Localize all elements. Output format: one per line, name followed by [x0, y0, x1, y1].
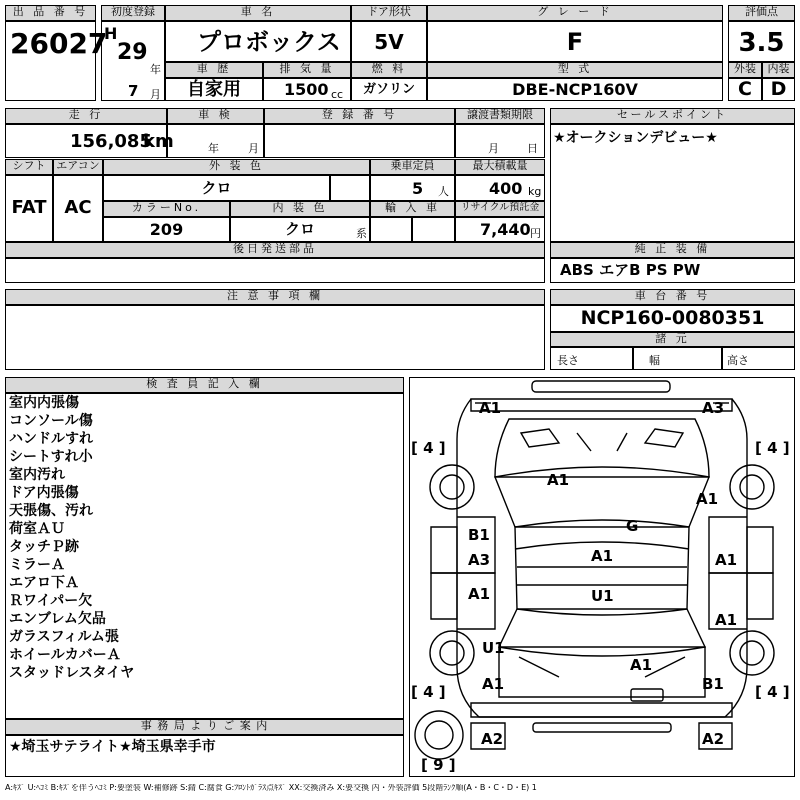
- sales-point-text: ★オークションデビュー★: [553, 130, 718, 146]
- fuel-label: 燃 料: [351, 62, 427, 78]
- damage-rear-center: A1: [630, 656, 653, 674]
- damage-roof-a1: A1: [591, 547, 614, 565]
- caution-box: [5, 305, 545, 370]
- history-value: 自家用: [187, 79, 241, 100]
- note-item: タッチＰ跡: [9, 539, 79, 555]
- tire-front-left: [ 4 ]: [411, 439, 446, 457]
- note-item: 室内内張傷: [9, 395, 79, 411]
- recycle-value: 7,440: [480, 220, 531, 239]
- ext-color-value: クロ: [201, 179, 232, 197]
- lot-label: 出 品 番 号: [5, 5, 96, 21]
- damage-left-door-f2: A3: [468, 551, 491, 569]
- tire-spare: [ 9 ]: [421, 756, 456, 774]
- aircon-value: AC: [64, 197, 92, 218]
- office-label: 事 務 局 よ り ご 案 内: [5, 719, 404, 735]
- equipment-label: 純 正 装 備: [550, 242, 795, 258]
- inspector-notes: [9, 394, 134, 682]
- damage-left-rear-a: A1: [482, 675, 505, 693]
- note-item: Ｒワイパー欠: [9, 593, 93, 609]
- int-color-value: クロ: [284, 220, 315, 238]
- color-no-label: カラーNo.: [103, 201, 230, 217]
- fuel-value: ガソリン: [362, 82, 415, 97]
- specs-width-box: [633, 347, 722, 370]
- later-parts-label: 後日発送部品: [5, 242, 545, 258]
- mileage-unit: km: [143, 131, 174, 152]
- specs-height: 高さ: [727, 354, 749, 367]
- first-reg-label: 初度登録: [101, 5, 165, 21]
- damage-front-right: A3: [702, 399, 725, 417]
- registration-label: 登 録 番 号: [264, 108, 455, 124]
- note-item: ガラスフィルム張: [9, 629, 119, 645]
- inspection-year-unit: 年: [208, 142, 219, 155]
- reg-year: 29: [117, 40, 148, 65]
- capacity-unit: 人: [438, 185, 449, 198]
- note-item: ハンドルすれ: [9, 431, 93, 447]
- specs-label: 諸 元: [550, 332, 795, 347]
- damage-rear-right: A2: [702, 730, 725, 748]
- shift-label: シフト: [5, 159, 53, 175]
- note-item: スタッドレスタイヤ: [9, 665, 135, 681]
- capacity-label: 乗車定員: [370, 159, 455, 175]
- transfer-day-unit: 日: [527, 142, 538, 155]
- note-item: 室内汚れ: [9, 467, 65, 483]
- aircon-label: エアコン: [53, 159, 103, 175]
- later-parts-box: [5, 258, 545, 283]
- ext-color-label: 外 装 色: [103, 159, 370, 175]
- color-no-value: 209: [149, 220, 184, 239]
- ext-score-label: 外装: [728, 62, 762, 78]
- era-letter: H: [104, 24, 118, 43]
- history-label: 車 歴: [165, 62, 263, 78]
- note-item: 荷室ＡＵ: [9, 521, 65, 537]
- car-name-label: 車 名: [165, 5, 351, 21]
- note-item: エンブレム欠品: [9, 611, 106, 627]
- recycle-unit: 円: [530, 227, 541, 240]
- shift-value: FAT: [11, 197, 47, 218]
- import-box-2: [412, 217, 455, 242]
- damage-roof-u1: U1: [591, 587, 614, 605]
- door-label: ドア形状: [351, 5, 427, 21]
- int-color-label: 内 装 色: [230, 201, 370, 217]
- damage-left-door-r: A1: [468, 585, 491, 603]
- import-box-1: [370, 217, 412, 242]
- int-score-label: 内装: [762, 62, 795, 78]
- capacity-value: 5: [412, 179, 424, 198]
- max-load-value: 400: [489, 179, 523, 198]
- mileage-value: 156,085: [70, 131, 152, 152]
- reg-year-unit: 年: [150, 63, 161, 76]
- caution-label: 注 意 事 項 欄: [5, 289, 545, 305]
- door-value: 5V: [374, 30, 404, 54]
- int-color-suffix: 系: [356, 227, 367, 240]
- tire-rear-right: [ 4 ]: [755, 683, 790, 701]
- equipment-value: ABS エアB PS PW: [560, 261, 701, 279]
- damage-hood: A1: [547, 471, 570, 489]
- lot-number: 26027: [10, 27, 108, 60]
- int-score: D: [770, 78, 787, 100]
- car-name: プロボックス: [197, 28, 341, 56]
- car-diagram: [409, 377, 795, 777]
- inspection-label: 車 検: [167, 108, 264, 124]
- note-item: コンソール傷: [9, 413, 93, 429]
- model-value: DBE-NCP160V: [512, 80, 638, 99]
- note-item: ミラーＡ: [9, 557, 65, 573]
- reg-month: 7: [128, 82, 139, 100]
- damage-roof-g: G: [626, 517, 639, 535]
- damage-left-door-f1: B1: [468, 526, 490, 544]
- damage-right-door-f: A1: [715, 551, 738, 569]
- transfer-label: 譲渡書類期限: [455, 108, 545, 124]
- tire-front-right: [ 4 ]: [755, 439, 790, 457]
- grade-value: F: [566, 28, 584, 56]
- legend: A:ｷｽﾞ U:ﾍｺﾐ B:ｷｽﾞを伴うﾍｺﾐ P:要塗装 W:補修跡 S:錆 C:腐食 G:ﾌﾛﾝﾄｶﾞﾗｽ点ｷｽﾞ XX:交換済み X:要交換 内・外装評価 5段階ﾗﾝｸ順(A・B・C・D・E) 1: [5, 784, 537, 792]
- import-label: 輸 入 車: [370, 201, 455, 217]
- score-label: 評価点: [728, 5, 795, 21]
- reg-month-unit: 月: [150, 88, 161, 101]
- inspection-month-unit: 月: [248, 142, 259, 155]
- max-load-unit: kg: [528, 185, 542, 198]
- inspector-label: 検 査 員 記 入 欄: [5, 377, 404, 393]
- sales-point-label: セールスポイント: [550, 108, 795, 124]
- specs-width: 幅: [649, 354, 660, 367]
- displacement-value: 1500: [284, 80, 329, 99]
- max-load-label: 最大積載量: [455, 159, 545, 175]
- office-text: ★埼玉サテライト★埼玉県幸手市: [9, 739, 216, 755]
- displacement-label: 排 気 量: [263, 62, 351, 78]
- tire-rear-left: [ 4 ]: [411, 683, 446, 701]
- damage-left-rear-u: U1: [482, 639, 505, 657]
- damage-rear-left: A2: [481, 730, 504, 748]
- note-item: ドア内張傷: [9, 485, 79, 501]
- mileage-label: 走 行: [5, 108, 167, 124]
- score-value: 3.5: [738, 28, 785, 58]
- ext-color-extra-box: [330, 175, 370, 201]
- recycle-label: リサイクル預託金: [455, 201, 545, 217]
- note-item: シートすれ小: [9, 449, 93, 465]
- note-item: ホイールカバーＡ: [9, 647, 121, 663]
- ext-score: C: [738, 78, 752, 100]
- note-item: 天張傷、汚れ: [9, 503, 93, 519]
- damage-right-door-r: A1: [715, 611, 738, 629]
- model-label: 型 式: [427, 62, 723, 78]
- damage-right-front: A1: [696, 490, 719, 508]
- specs-length: 長さ: [557, 354, 579, 367]
- damage-front-left: A1: [479, 399, 502, 417]
- chassis-value: NCP160-0080351: [580, 307, 765, 329]
- chassis-label: 車 台 番 号: [550, 289, 795, 305]
- transfer-month-unit: 月: [488, 142, 499, 155]
- note-item: エアロ下Ａ: [9, 575, 79, 591]
- damage-right-rear: B1: [702, 675, 724, 693]
- displacement-unit: cc: [331, 88, 344, 101]
- grade-label: グ レ ー ド: [427, 5, 723, 21]
- registration-box: [264, 124, 455, 158]
